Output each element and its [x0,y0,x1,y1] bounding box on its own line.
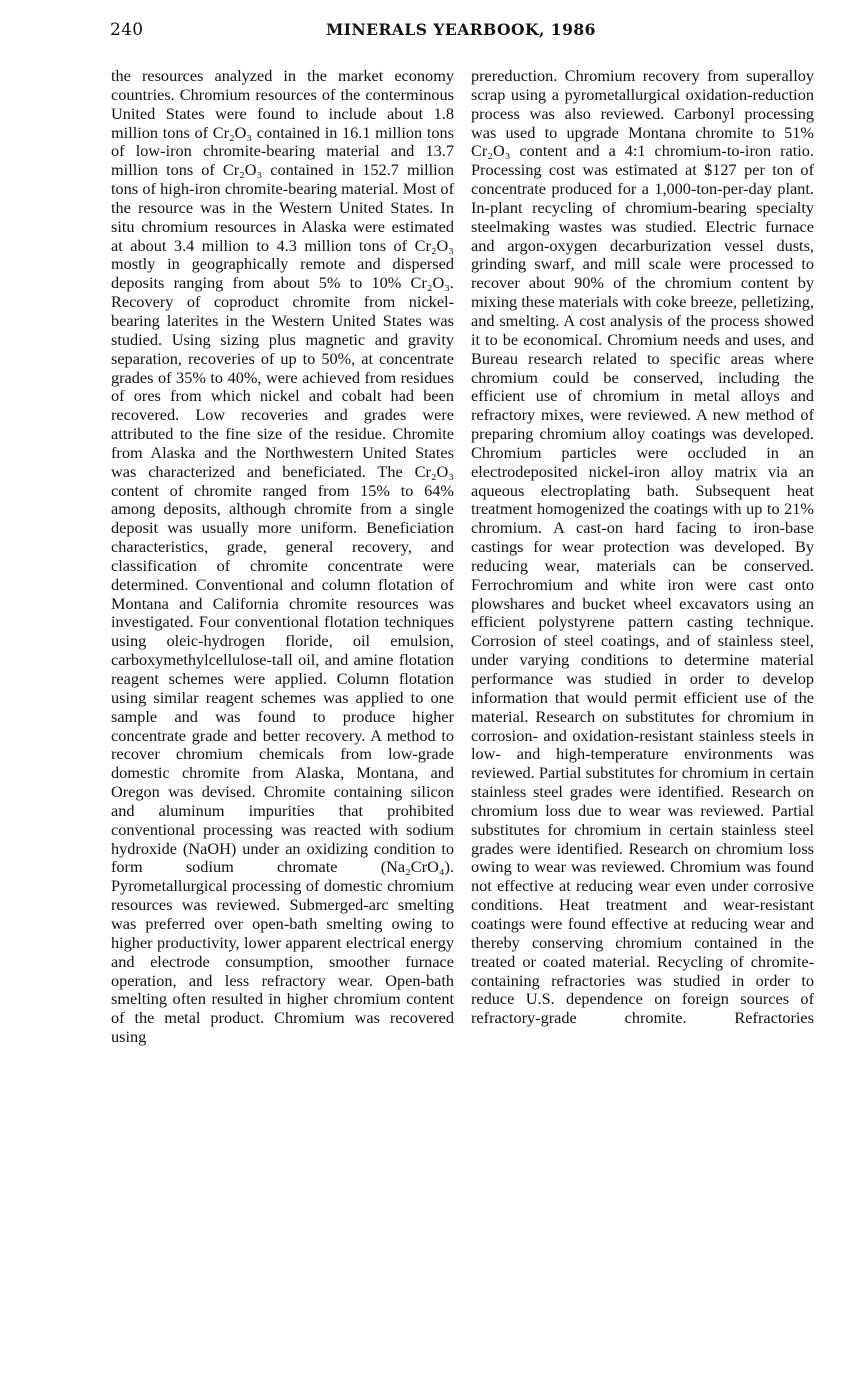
left-column-text: the resources analyzed in the market economy countries. Chromium resources of the conterminous United States were found to include about 1.8 million tons of Cr₂O₃ contained in 16.1 million tons of low-iron chromite-bearing material and 13.7 million tons of Cr₂O₃ contained in 152.7 million tons of high-iron chromite-bearing material. Most of the resource was in the Western United States. In situ chromium resources in Alaska were estimated at about 3.4 million to 4.3 million tons of Cr₂O₃ mostly in geographically remote and dispersed deposits ranging from about 5% to 10% Cr₂O₃. Recovery of coproduct chromite from nickel-bearing laterites in the Western United States was studied. Using sizing plus magnetic and gravity separation, recoveries of up to 50%, at concentrate grades of 35% to 40%, were achieved from residues of ores from which nickel and cobalt had been recovered. Low recoveries and grades were attributed to the fine size of the residue. Chromite from Alaska and the Northwestern United States was characterized and beneficiated. The Cr₂O₃ content of chromite ranged from 15% to 64% among deposits, although chromite from a single deposit was usually more uniform. Beneficiation characteristics, grade, general recovery, and classification of chromite concentrate were determined. Conventional and column flotation of Montana and California chromite resources was investigated. Four conventional flotation techniques using oleic-hydrogen floride, oil emulsion, carboxymethylcellulose-tall oil, and amine flotation reagent schemes were applied. Column flotation using similar reagent schemes was applied to one sample and was found to produce higher concentrate grade and better recovery. A method to recover chromium chemicals from low-grade domestic chromite from Alaska, Montana, and Oregon was devised. Chromite containing silicon and aluminum impurities that prohibited conventional processing was reacted with sodium hydroxide (NaOH) under an oxidizing condition to form sodium chromate (Na₂CrO₄). Pyrometallurgical processing of domestic chromium resources was reviewed. Submerged-arc smelting was preferred over open-bath smelting owing to higher productivity, lower apparent electrical energy and electrode consumption, smoother furnace operation, and less refractory wear. Open-bath smelting often resulted in higher chromium content of the metal product. Chromium was recovered using [111,66,454,1047]
page-header [110,20,812,44]
page-number: 240 [110,20,144,40]
right-column [471,67,814,1028]
left-column [111,67,454,1047]
running-title: MINERALS YEARBOOK, 1986 [326,20,596,39]
right-column-text: prereduction. Chromium recovery from superalloy scrap using a pyrometallurgical oxidation-reduction process was also reviewed. Carbonyl processing was used to upgrade Montana chromite to 51% Cr₂O₃ content and a 4:1 chromium-to-iron ratio. Processing cost was estimated at $127 per ton of concentrate produced for a 1,000-ton-per-day plant. In-plant recycling of chromium-bearing specialty steelmaking wastes was studied. Electric furnace and argon-oxygen decarburization vessel dusts, grinding swarf, and mill scale were processed to recover about 90% of the chromium content by mixing these materials with coke breeze, pelletizing, and smelting. A cost analysis of the process showed it to be economical. Chromium needs and uses, and Bureau research related to specific areas where chromium could be conserved, including the efficient use of chromium in metal alloys and refractory mixes, were reviewed. A new method of preparing chromium alloy coatings was developed. Chromium particles were occluded in an electrodeposited nickel-iron alloy matrix via an aqueous electroplating bath. Subsequent heat treatment homogenized the coatings with up to 21% chromium. A cast-on hard facing to iron-base castings for wear protection was developed. By reducing wear, materials can be conserved. Ferrochromium and white iron were cast onto plowshares and bucket wheel excavators using an efficient polystyrene pattern casting technique. Corrosion of steel coatings, and of stainless steel, under varying conditions to determine material performance was studied in order to develop information that would permit efficient use of the material. Research on substitutes for chromium in corrosion- and oxidation-resistant stainless steels in low- and high-temperature environments was reviewed. Partial substitutes for chromium in certain stainless steel grades were identified. Research on chromium loss due to wear was reviewed. Partial substitutes for chromium in certain stainless steel grades were identified. Research on chromium loss owing to wear was reviewed. Chromium was found not effective at reducing wear even under corrosive conditions. Heat treatment and wear-resistant coatings were found effective at reducing wear and thereby conserving chromium contained in the treated or coated material. Recycling of chromite-containing refractories was studied in order to reduce U.S. dependence on foreign sources of refractory-grade chromite. Refractories [471,66,814,1028]
